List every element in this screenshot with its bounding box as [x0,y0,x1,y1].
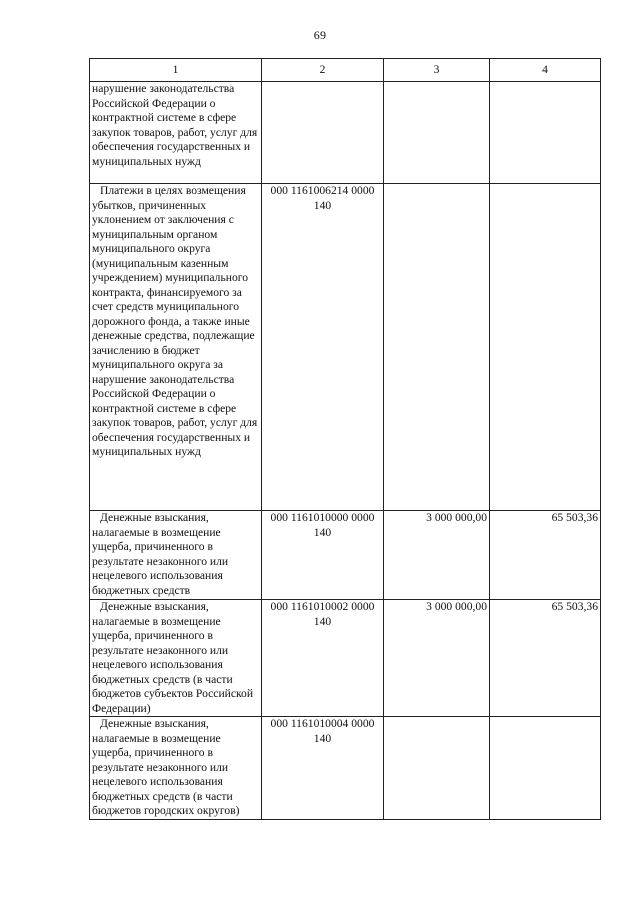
revenue-name: Денежные взыскания, налагаемые в возмещение ущерба, причиненного в результате незаконного или нецелевого использования бюджетных средств [92,511,229,597]
revenue-code-cell [262,511,384,600]
revenue-name-cell [90,82,262,184]
revenue-code-suffix: 140 [313,614,332,628]
planned-amount [384,184,490,511]
page-number: 69 [313,28,327,42]
revenue-code: 000 1161006214 0000 [270,184,375,197]
table-row [90,184,601,511]
revenue-name-cell [90,511,262,600]
table-row [90,717,601,820]
revenue-name-cell [90,600,262,717]
revenue-code: 000 1161010000 0000 [270,511,375,524]
column-header-2: 2 [262,59,384,82]
revenue-code-cell [262,184,384,511]
revenue-code: 000 1161010004 0000 [270,717,375,730]
actual-amount [490,82,601,184]
table-row [90,600,601,717]
revenue-name: нарушение законодательства Российской Федерации о контрактной системе в сфере закупок товаров, работ, услуг для обеспечения государственных и муниципальных нужд [92,82,258,168]
column-header-3: 3 [384,59,490,82]
revenue-code: 000 1161010002 0000 [270,600,375,613]
table-row [90,82,601,184]
revenue-name: Денежные взыскания, налагаемые в возмещение ущерба, причиненного в результате незаконного или нецелевого использования бюджетных средств (в части бюджетов городских округов) [92,717,240,817]
actual-amount [490,184,601,511]
actual-amount: 65 503,36 [490,511,601,600]
table-row [90,511,601,600]
column-header-1: 1 [90,59,262,82]
planned-amount: 3 000 000,00 [384,511,490,600]
revenue-name-cell [90,184,262,511]
revenue-code-suffix: 140 [313,525,332,539]
revenue-name: Платежи в целях возмещения убытков, причиненных уклонением от заключения с муниципальным органом муниципального округа (муниципальным казенным учреждением) муниципального контракта, финансируемого за счет средств муниципального дорожного фонда, а также иные денежные средства, подлежащие зачислению в бюджет муниципального округа за нарушение законодательства Российской Федерации о контрактной системе в сфере закупок товаров, работ, услуг для обеспечения государственных и муниципальных нужд [92,184,258,458]
revenue-code-cell [262,717,384,820]
column-header-4: 4 [490,59,601,82]
revenue-code-suffix: 140 [313,198,332,212]
revenue-code-cell [262,600,384,717]
revenue-name: Денежные взыскания, налагаемые в возмещение ущерба, причиненного в результате незаконного или нецелевого использования бюджетных средств (в части бюджетов субъектов Российской Федерации) [92,600,254,715]
planned-amount: 3 000 000,00 [384,600,490,717]
planned-amount [384,82,490,184]
revenue-code-cell [262,82,384,184]
actual-amount: 65 503,36 [490,600,601,717]
revenue-code-suffix: 140 [313,731,332,745]
planned-amount [384,717,490,820]
budget-table [89,58,601,820]
table-header-row [90,59,601,82]
actual-amount [490,717,601,820]
revenue-name-cell [90,717,262,820]
